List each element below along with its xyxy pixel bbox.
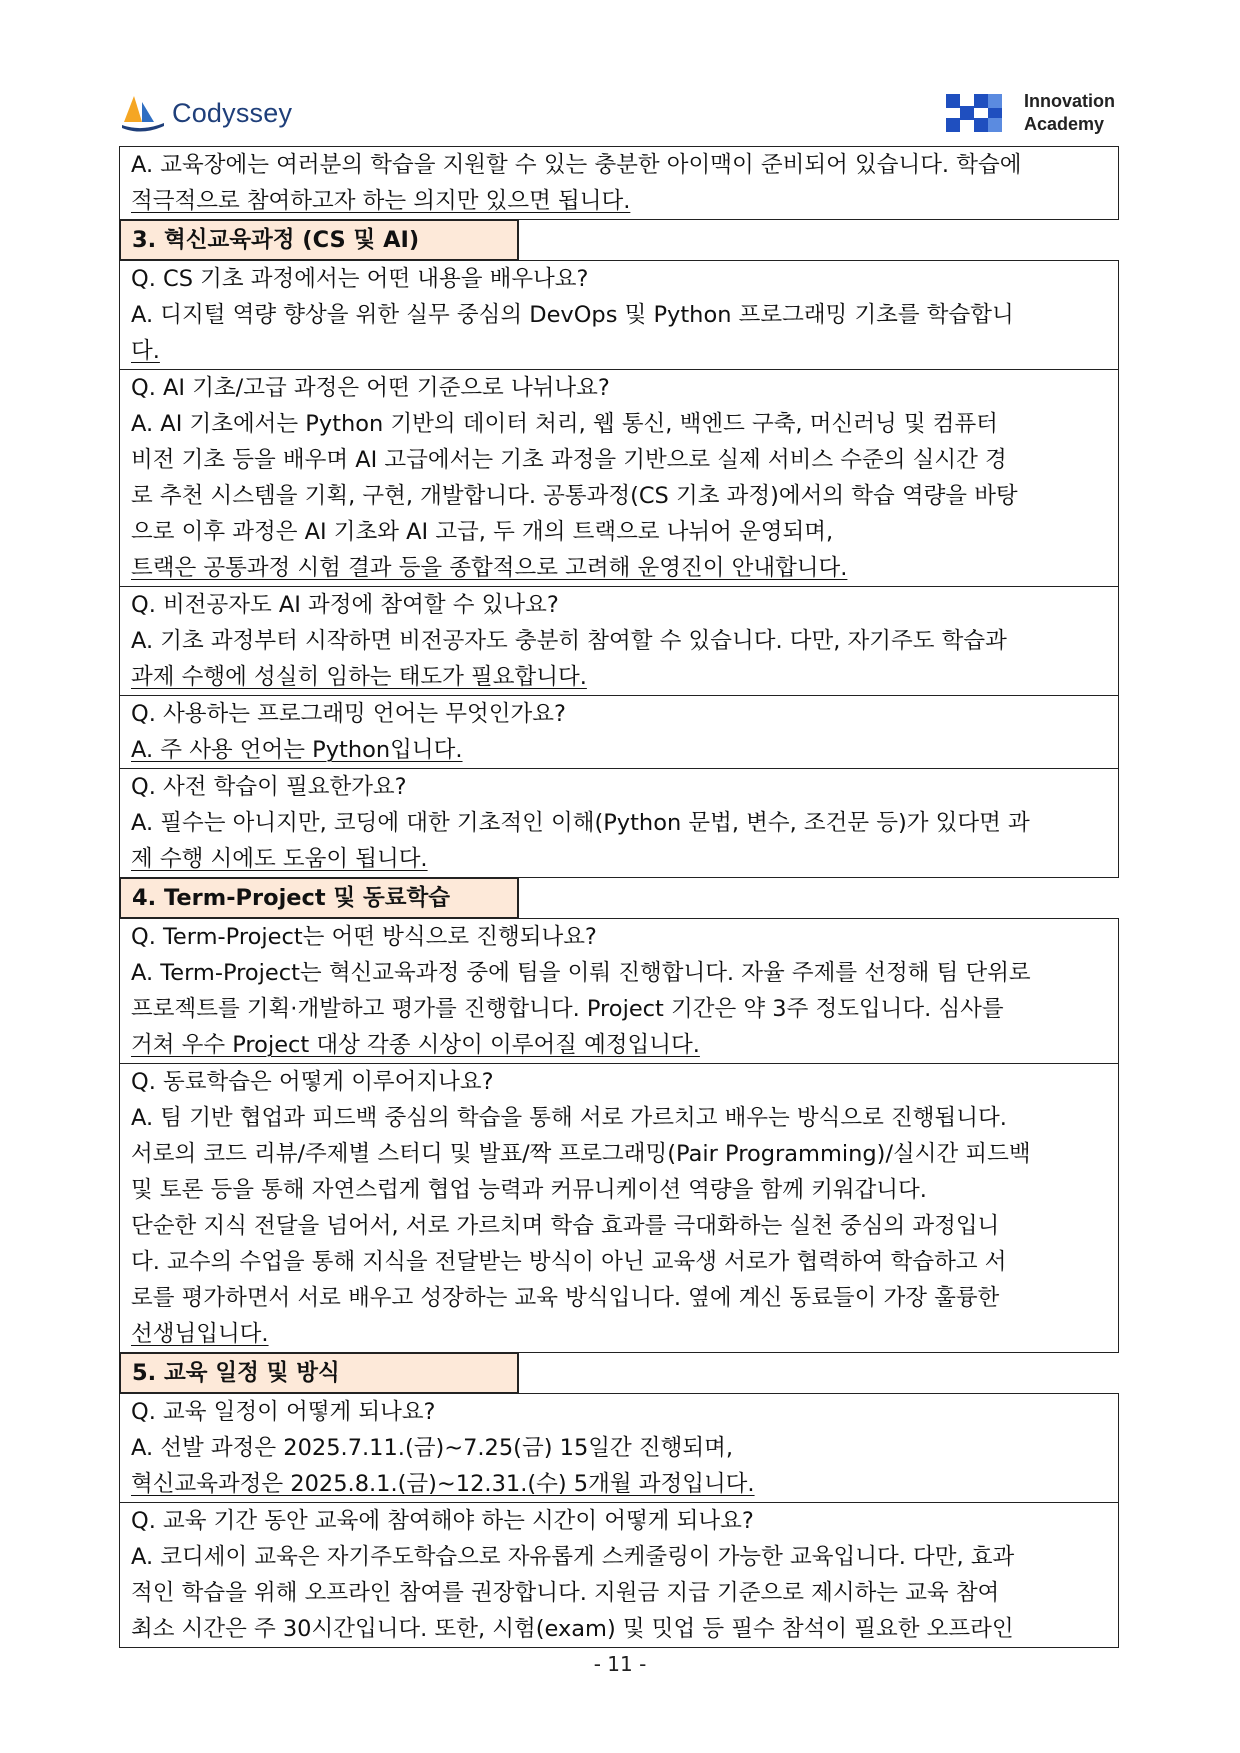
faq-content (119, 147, 1119, 1648)
question-line: Q. 동료학습은 어떻게 이루어지나요? (131, 1069, 494, 1095)
qa-box (119, 369, 1119, 587)
qa-box (119, 1502, 1119, 1648)
answer-line: A. 기초 과정부터 시작하면 비전공자도 충분히 참여할 수 있습니다. 다만, 자기주도 학습과 (131, 628, 1007, 654)
answer-line: A. 주 사용 언어는 Python입니다. (131, 737, 463, 763)
answer-line: 단순한 지식 전달을 넘어서, 서로 가르치며 학습 효과를 극대화하는 실천 중심의 과정입니 (131, 1213, 1000, 1239)
question-line: Q. Term-Project는 어떤 방식으로 진행되나요? (131, 924, 597, 950)
answer-line: A. AI 기초에서는 Python 기반의 데이터 처리, 웹 통신, 백엔드 구축, 머신러닝 및 컴퓨터 (131, 411, 998, 437)
answer-line: A. 디지털 역량 향상을 위한 실무 중심의 DevOps 및 Python 프로그래밍 기초를 학습합니 (131, 302, 1014, 328)
qa-box (119, 768, 1119, 878)
cross-logo-icon (944, 90, 1012, 136)
question-line: Q. 교육 일정이 어떻게 되나요? (131, 1399, 436, 1425)
qa-box (119, 695, 1119, 769)
question-line: Q. 교육 기간 동안 교육에 참여해야 하는 시간이 어떻게 되나요? (131, 1508, 754, 1534)
answer-line: 서로의 코드 리뷰/주제별 스터디 및 발표/짝 프로그래밍(Pair Programming)/실시간 피드백 (131, 1141, 1031, 1167)
answer-line: 선생님입니다. (131, 1321, 269, 1347)
qa-box (119, 586, 1119, 696)
page-header (0, 0, 1240, 150)
answer-line: A. 코디세이 교육은 자기주도학습으로 자유롭게 스케줄링이 가능한 교육입니다. 다만, 효과 (131, 1544, 1015, 1570)
text-line: A. 교육장에는 여러분의 학습을 지원할 수 있는 충분한 아이맥이 준비되어 있습니다. 학습에 (131, 152, 1022, 178)
answer-line: 프로젝트를 기획·개발하고 평가를 진행합니다. Project 기간은 약 3주 정도입니다. 심사를 (131, 996, 1004, 1022)
answer-line: A. Term-Project는 혁신교육과정 중에 팀을 이뤄 진행합니다. 자율 주제를 선정해 팀 단위로 (131, 960, 1031, 986)
answer-line: A. 필수는 아니지만, 코딩에 대한 기초적인 이해(Python 문법, 변수, 조건문 등)가 있다면 과 (131, 810, 1030, 836)
section-heading: 5. 교육 일정 및 방식 (119, 1352, 519, 1394)
text-line: 적극적으로 참여하고자 하는 의지만 있으면 됩니다. (131, 188, 631, 214)
answer-line: 다. (131, 338, 160, 364)
question-line: Q. 비전공자도 AI 과정에 참여할 수 있나요? (131, 592, 559, 618)
question-line: Q. 사용하는 프로그래밍 언어는 무엇인가요? (131, 701, 566, 727)
qa-box (119, 1393, 1119, 1503)
answer-line: 및 토론 등을 통해 자연스럽게 협업 능력과 커뮤니케이션 역량을 함께 키워갑니다. (131, 1177, 927, 1203)
academy-text: Academy (1024, 114, 1105, 134)
qa-box (119, 1063, 1119, 1353)
sail-logo-icon (120, 92, 166, 134)
qa-box (119, 918, 1119, 1064)
qa-box (119, 260, 1119, 370)
answer-line: A. 선발 과정은 2025.7.11.(금)~7.25(금) 15일간 진행되며, (131, 1435, 733, 1461)
question-line: Q. 사전 학습이 필요한가요? (131, 774, 407, 800)
answer-line: 로를 평가하면서 서로 배우고 성장하는 교육 방식입니다. 옆에 계신 동료들이 가장 훌륭한 (131, 1285, 1000, 1311)
page-number: - 11 - (593, 1652, 647, 1676)
answer-line: 거쳐 우수 Project 대상 각종 시상이 이루어질 예정입니다. (131, 1032, 700, 1058)
answer-line: A. 팀 기반 협업과 피드백 중심의 학습을 통해 서로 가르치고 배우는 방식으로 진행됩니다. (131, 1105, 1007, 1131)
answer-line: 제 수행 시에도 도움이 됩니다. (131, 846, 428, 872)
answer-line: 으로 이후 과정은 AI 기초와 AI 고급, 두 개의 트랙으로 나뉘어 운영되며, (131, 519, 834, 545)
answer-line: 비전 기초 등을 배우며 AI 고급에서는 기초 과정을 기반으로 실제 서비스 수준의 실시간 경 (131, 447, 1007, 473)
question-line: Q. CS 기초 과정에서는 어떤 내용을 배우나요? (131, 266, 589, 292)
question-line: Q. AI 기초/고급 과정은 어떤 기준으로 나뉘나요? (131, 375, 610, 401)
answer-line: 최소 시간은 주 30시간입니다. 또한, 시험(exam) 및 밋업 등 필수 참석이 필요한 오프라인 (131, 1616, 1014, 1642)
codyssey-logo (120, 92, 292, 134)
innovation-academy-logo (944, 90, 1115, 136)
section-heading: 3. 혁신교육과정 (CS 및 AI) (119, 219, 519, 261)
answer-line: 과제 수행에 성실히 임하는 태도가 필요합니다. (131, 664, 587, 690)
answer-line: 트랙은 공통과정 시험 결과 등을 종합적으로 고려해 운영진이 안내합니다. (131, 555, 848, 581)
codyssey-brand-text: Codyssey (172, 97, 293, 128)
answer-line: 로 추천 시스템을 기획, 구현, 개발합니다. 공통과정(CS 기초 과정)에서의 학습 역량을 바탕 (131, 483, 1018, 509)
answer-line: 다. 교수의 수업을 통해 지식을 전달받는 방식이 아닌 교육생 서로가 협력하여 학습하고 서 (131, 1249, 1007, 1275)
intro-answer-box (119, 146, 1119, 220)
innovation-text: Innovation (1024, 91, 1115, 111)
section-heading: 4. Term-Project 및 동료학습 (119, 877, 519, 919)
answer-line: 혁신교육과정은 2025.8.1.(금)~12.31.(수) 5개월 과정입니다. (131, 1471, 755, 1497)
answer-line: 적인 학습을 위해 오프라인 참여를 권장합니다. 지원금 지급 기준으로 제시하는 교육 참여 (131, 1580, 1000, 1606)
